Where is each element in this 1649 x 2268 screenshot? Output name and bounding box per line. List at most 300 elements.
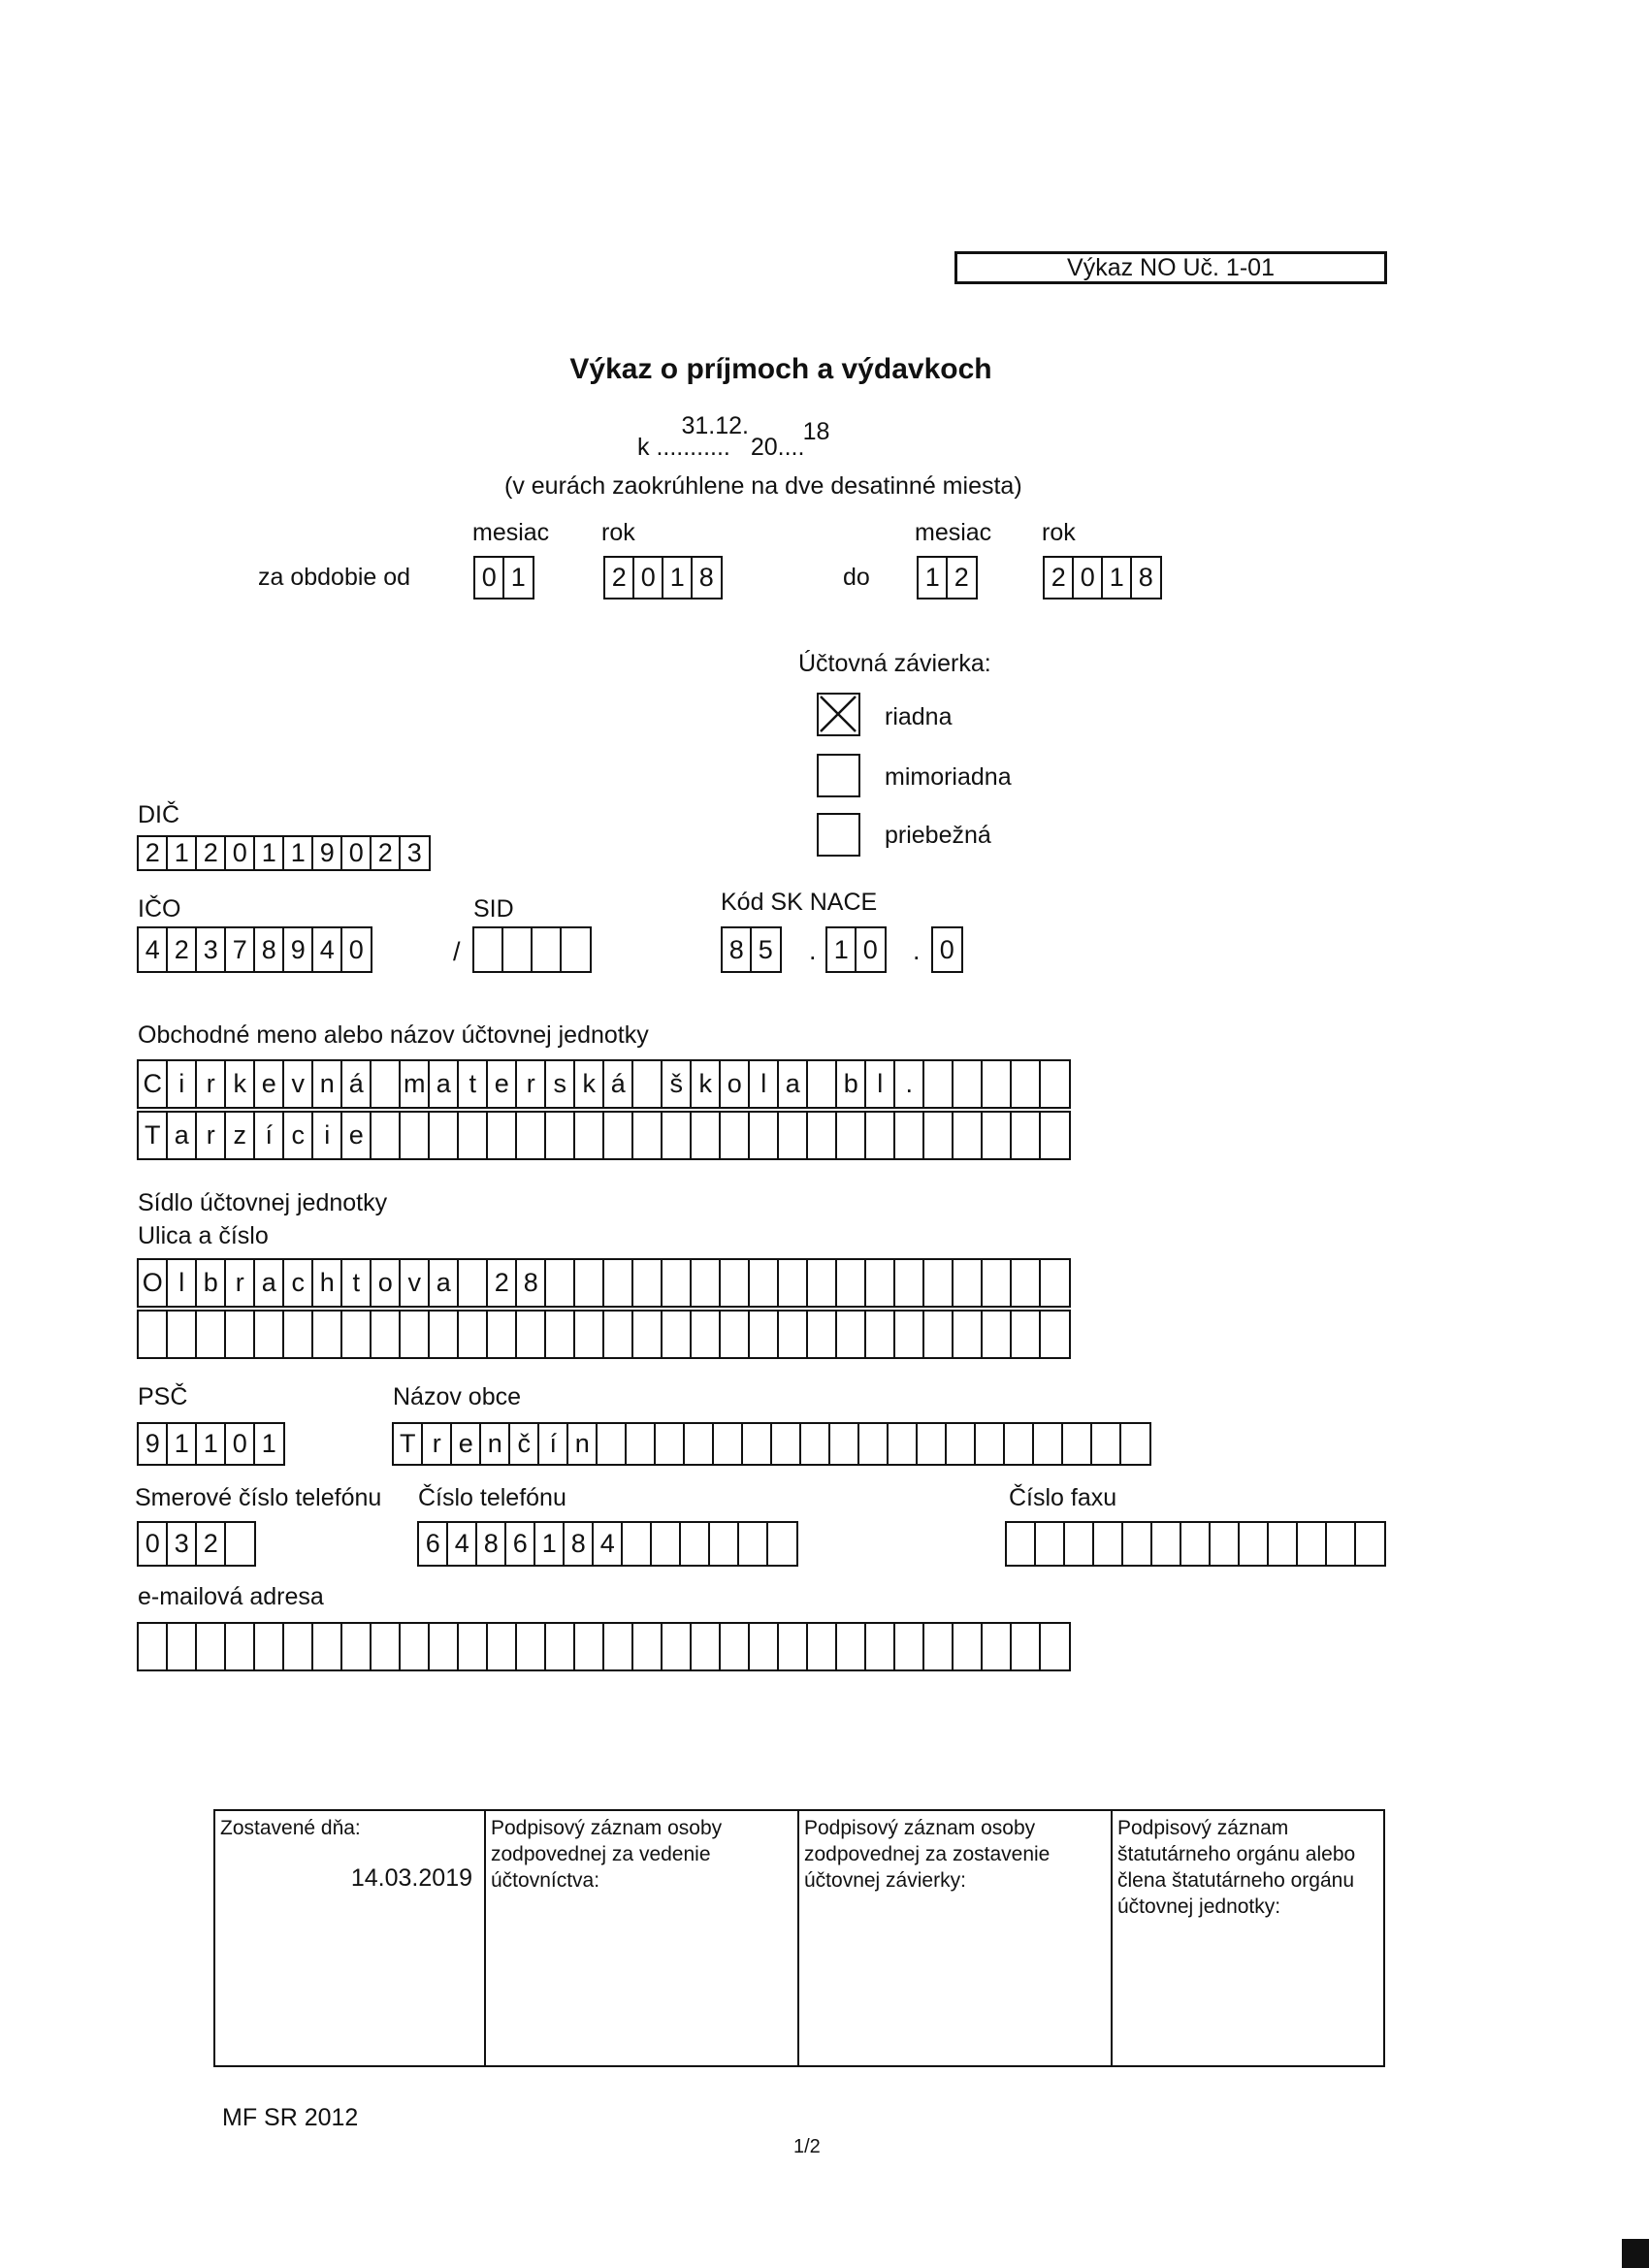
psc-field-box[interactable]: 1 [166,1422,198,1466]
email-field-box[interactable] [719,1622,751,1671]
name-line-2-box[interactable]: z [224,1111,256,1160]
city-field-box[interactable] [1090,1422,1122,1466]
phone-field-box[interactable]: 8 [475,1521,507,1567]
month-label-from: mesiac [472,519,550,546]
phone-label: Číslo telefónu [418,1484,566,1511]
rounding-note: (v eurách zaokrúhlene na dve desatinné miesta) [504,472,1022,500]
ico-field-box[interactable]: 4 [311,926,343,973]
phone-field-box[interactable]: 6 [504,1521,536,1567]
name-line-1-box[interactable]: n [311,1059,343,1109]
checkbox-priebezna[interactable] [817,813,860,857]
ico-field-box[interactable]: 9 [282,926,314,973]
city-field-box[interactable] [1119,1422,1151,1466]
name-line-2-box[interactable] [573,1111,605,1160]
as-of-line [637,412,830,462]
dic-field-box[interactable]: 1 [166,835,198,871]
street-line-2-box[interactable] [1039,1310,1071,1359]
name-line-1-box[interactable]: e [253,1059,285,1109]
checkbox-riadna[interactable] [817,693,860,736]
phone-field-box[interactable] [679,1521,711,1567]
name-line-2-box[interactable] [806,1111,838,1160]
phone-field-box[interactable] [708,1521,740,1567]
email-field-box[interactable] [515,1622,547,1671]
street-line-1-box[interactable] [806,1258,838,1308]
street-line-2-box[interactable] [893,1310,925,1359]
email-field-box[interactable] [311,1622,343,1671]
nace-field-1-box[interactable]: 5 [750,926,782,973]
email-field-box[interactable] [340,1622,372,1671]
compiled-cell [215,1811,486,2065]
ico-field-box[interactable]: 2 [166,926,198,973]
street-line-2-box[interactable] [1010,1310,1042,1359]
email-field-box[interactable] [137,1622,169,1671]
phone-prefix-field-box[interactable] [224,1521,256,1567]
nace-field-3-box[interactable]: 0 [931,926,963,973]
name-line-2-box[interactable] [893,1111,925,1160]
street-line-1-box[interactable] [457,1258,489,1308]
city-field-box[interactable]: e [450,1422,482,1466]
city-label: Názov obce [393,1383,522,1410]
form-code-box [954,251,1387,284]
period-from-year-box[interactable]: 2 [603,556,635,599]
phone-prefix-field-box[interactable]: 2 [195,1521,227,1567]
street-line-1-box[interactable] [690,1258,722,1308]
ico-label: IČO [138,895,181,923]
street-line-2-box[interactable] [544,1310,576,1359]
street-line-1-box[interactable] [1010,1258,1042,1308]
sid-field-box[interactable] [560,926,592,973]
nace-field-2-box[interactable]: 1 [825,926,857,973]
name-line-2-box[interactable] [1039,1111,1071,1160]
street-line-2-box[interactable] [864,1310,896,1359]
name-line-2-box[interactable]: T [137,1111,169,1160]
name-line-2-box[interactable] [719,1111,751,1160]
dic-field-box[interactable]: 2 [370,835,402,871]
nace-field-2-box[interactable]: 0 [855,926,887,973]
street-line-1-box[interactable] [602,1258,634,1308]
street-line-2-box[interactable] [282,1310,314,1359]
city-field-box[interactable] [1032,1422,1064,1466]
name-line-1-box[interactable] [1010,1059,1042,1109]
ico-field-box[interactable]: 0 [340,926,372,973]
name-line-1-box[interactable] [981,1059,1013,1109]
period-from-label: za obdobie od [258,564,411,591]
page-title: Výkaz o príjmoch a výdavkoch [569,353,992,385]
name-line-2-box[interactable] [690,1111,722,1160]
name-line-2-box[interactable]: a [166,1111,198,1160]
street-line-2-box[interactable] [748,1310,780,1359]
name-line-1-box[interactable]: a [777,1059,809,1109]
name-line-2-box[interactable] [748,1111,780,1160]
ico-field-box[interactable]: 4 [137,926,169,973]
name-line-2-box[interactable] [515,1111,547,1160]
period-to-year-box[interactable]: 8 [1130,556,1162,599]
street-line-1-box[interactable]: t [340,1258,372,1308]
fax-field-box[interactable] [1209,1521,1241,1567]
email-field-box[interactable] [370,1622,402,1671]
name-line-2-box[interactable] [661,1111,693,1160]
street-line-2-box[interactable] [573,1310,605,1359]
closing-label: Účtovná závierka: [798,650,991,677]
name-line-2-box[interactable] [370,1111,402,1160]
city-field-box[interactable] [799,1422,831,1466]
name-line-2-box[interactable] [952,1111,984,1160]
street-line-1-box[interactable] [631,1258,663,1308]
as-of-year-prefix: 20.... [750,434,805,461]
fax-field-box[interactable] [1325,1521,1357,1567]
name-line-1-box[interactable]: l [748,1059,780,1109]
street-line-1-box[interactable] [922,1258,954,1308]
street-line-1-box[interactable]: c [282,1258,314,1308]
dic-field-box[interactable]: 1 [282,835,314,871]
street-line-1-box[interactable] [777,1258,809,1308]
email-field-box[interactable] [748,1622,780,1671]
phone-field-box[interactable]: 1 [534,1521,566,1567]
nace-dot-1: . [809,936,817,965]
name-line-2-box[interactable] [428,1111,460,1160]
street-line-2-box[interactable] [224,1310,256,1359]
name-line-2-box[interactable] [777,1111,809,1160]
nace-field-1-box[interactable]: 8 [721,926,753,973]
street-line-2-box[interactable] [835,1310,867,1359]
name-line-1-box[interactable] [952,1059,984,1109]
city-field-box[interactable] [654,1422,686,1466]
city-field-box[interactable] [596,1422,628,1466]
street-line-2-box[interactable] [952,1310,984,1359]
name-line-1-box[interactable]: s [544,1059,576,1109]
name-line-2-box[interactable] [602,1111,634,1160]
psc-field-box[interactable]: 1 [253,1422,285,1466]
period-to-month-box[interactable]: 1 [917,556,949,599]
name-line-1-box[interactable] [806,1059,838,1109]
signature-table [213,1809,1385,2067]
city-field-box[interactable]: č [508,1422,540,1466]
street-line-2-box[interactable] [602,1310,634,1359]
signature-closing-label: Podpisový záznam osoby zodpovednej za zostavenie účtovnej závierky: [804,1817,1051,1892]
name-line-1-box[interactable]: k [690,1059,722,1109]
street-line-1-box[interactable] [573,1258,605,1308]
nace-field-2 [825,926,884,973]
name-line-1-box[interactable]: á [602,1059,634,1109]
name-line-2-box[interactable]: r [195,1111,227,1160]
email-field-box[interactable] [1010,1622,1042,1671]
email-field-box[interactable] [777,1622,809,1671]
sid-field-box[interactable] [501,926,534,973]
email-field-box[interactable] [399,1622,431,1671]
street-line-1-box[interactable] [952,1258,984,1308]
dic-field-box[interactable]: 1 [253,835,285,871]
name-line-1-box[interactable]: r [195,1059,227,1109]
street-line-1-box[interactable]: a [428,1258,460,1308]
street-line-1-box[interactable]: r [224,1258,256,1308]
dic-label: DIČ [138,801,180,828]
street-line-2-box[interactable] [719,1310,751,1359]
psc-field-box[interactable]: 9 [137,1422,169,1466]
email-field-box[interactable] [806,1622,838,1671]
period-to-year-box[interactable]: 0 [1072,556,1104,599]
street-line-2-box[interactable] [311,1310,343,1359]
street-line-1-box[interactable]: o [370,1258,402,1308]
fax-field-box[interactable] [1180,1521,1212,1567]
name-line-1-box[interactable]: a [428,1059,460,1109]
street-line-2-box[interactable] [195,1310,227,1359]
email-field-box[interactable] [661,1622,693,1671]
city-field-box[interactable] [712,1422,744,1466]
ico-slash: / [453,937,461,966]
city-field-box[interactable] [887,1422,919,1466]
email-field-box[interactable] [952,1622,984,1671]
month-label-to: mesiac [915,519,992,546]
phone-prefix-field-box[interactable]: 3 [166,1521,198,1567]
phone-field-box[interactable]: 8 [563,1521,595,1567]
signature-statutory [1113,1811,1383,2065]
city-field-box[interactable] [857,1422,889,1466]
city-field-box[interactable] [741,1422,773,1466]
street-line-1-box[interactable]: v [399,1258,431,1308]
fax-field-box[interactable] [1005,1521,1037,1567]
city-field-box[interactable]: í [537,1422,569,1466]
email-field-box[interactable] [428,1622,460,1671]
name-line-1-box[interactable]: r [515,1059,547,1109]
period-from-month [473,556,532,599]
email-field-box[interactable] [224,1622,256,1671]
email-field-box[interactable] [631,1622,663,1671]
city-field-box[interactable] [625,1422,657,1466]
period-from-year [603,556,720,599]
name-line-1-box[interactable]: l [864,1059,896,1109]
city-field-box[interactable] [683,1422,715,1466]
name-line-2-box[interactable]: e [340,1111,372,1160]
signature-statutory-label: Podpisový záznam štatutárneho orgánu alebo člena štatutárneho orgánu účtovnej jednotky: [1117,1817,1356,1918]
fax-field-box[interactable] [1150,1521,1182,1567]
street-line-1-box[interactable]: h [311,1258,343,1308]
name-line-2-box[interactable] [922,1111,954,1160]
phone-field [417,1521,795,1567]
name-line-1-box[interactable]: v [282,1059,314,1109]
street-line-1-box[interactable] [981,1258,1013,1308]
name-line-1-box[interactable]: š [661,1059,693,1109]
name-line-1-box[interactable] [1039,1059,1071,1109]
checkbox-riadna-label: riadna [885,703,953,730]
period-from-year-box[interactable]: 8 [691,556,723,599]
street-line-1-box[interactable] [748,1258,780,1308]
phone-field-box[interactable]: 6 [417,1521,449,1567]
city-field-box[interactable] [770,1422,802,1466]
period-from-year-box[interactable]: 1 [662,556,694,599]
email-field-box[interactable] [835,1622,867,1671]
city-field-box[interactable] [1003,1422,1035,1466]
fax-field-box[interactable] [1034,1521,1066,1567]
phone-field-box[interactable] [766,1521,798,1567]
psc-field-box[interactable]: 1 [195,1422,227,1466]
dic-field-box[interactable]: 0 [224,835,256,871]
period-to-year-box[interactable]: 2 [1043,556,1075,599]
street-line-1-box[interactable]: a [253,1258,285,1308]
name-line-1-box[interactable] [922,1059,954,1109]
name-line-2-box[interactable] [864,1111,896,1160]
name-line-2-box[interactable] [835,1111,867,1160]
nace-dot-2: . [913,936,921,965]
name-line-1-box[interactable]: i [166,1059,198,1109]
street-line-1-box[interactable] [661,1258,693,1308]
fax-field-box[interactable] [1092,1521,1124,1567]
psc-field-box[interactable]: 0 [224,1422,256,1466]
city-field-box[interactable]: T [392,1422,424,1466]
name-line-1-box[interactable]: k [224,1059,256,1109]
street-line-2-box[interactable] [515,1310,547,1359]
fax-field-box[interactable] [1238,1521,1270,1567]
street-line-2-box[interactable] [690,1310,722,1359]
name-line-2-box[interactable] [457,1111,489,1160]
name-line-1-box[interactable] [370,1059,402,1109]
name-line-1-box[interactable]: m [399,1059,431,1109]
fax-field-box[interactable] [1063,1521,1095,1567]
city-field-box[interactable]: r [421,1422,453,1466]
email-field-box[interactable] [1039,1622,1071,1671]
phone-field-box[interactable]: 4 [592,1521,624,1567]
fax-field-box[interactable] [1296,1521,1328,1567]
phone-field-box[interactable] [737,1521,769,1567]
email-field-box[interactable] [864,1622,896,1671]
street-line-2-box[interactable] [166,1310,198,1359]
street-line-1-box[interactable]: 8 [515,1258,547,1308]
fax-field-box[interactable] [1354,1521,1386,1567]
name-line-2-box[interactable] [486,1111,518,1160]
street-line-2-box[interactable] [370,1310,402,1359]
email-field-box[interactable] [195,1622,227,1671]
email-field-box[interactable] [981,1622,1013,1671]
name-line-2-box[interactable]: c [282,1111,314,1160]
street-line-1-box[interactable]: 2 [486,1258,518,1308]
phone-field-box[interactable] [650,1521,682,1567]
street-line-1-box[interactable]: b [195,1258,227,1308]
street-line-2-box[interactable] [806,1310,838,1359]
name-line-2-box[interactable]: i [311,1111,343,1160]
period-from-year-box[interactable]: 0 [632,556,664,599]
street-line-2-box[interactable] [137,1310,169,1359]
dic-field-box[interactable]: 2 [195,835,227,871]
name-line-2-box[interactable] [631,1111,663,1160]
email-field-box[interactable] [486,1622,518,1671]
phone-prefix-field-box[interactable]: 0 [137,1521,169,1567]
email-label: e-mailová adresa [138,1583,324,1610]
street-line-2-box[interactable] [981,1310,1013,1359]
email-field-box[interactable] [166,1622,198,1671]
email-field-box[interactable] [457,1622,489,1671]
street-line-2-box[interactable] [340,1310,372,1359]
name-line-2-box[interactable] [544,1111,576,1160]
street-line-2-box[interactable] [457,1310,489,1359]
nace-field-1 [721,926,779,973]
street-line-2-box[interactable] [661,1310,693,1359]
street-line-1-box[interactable] [835,1258,867,1308]
street-line-2-box[interactable] [486,1310,518,1359]
street-line-1-box[interactable]: O [137,1258,169,1308]
street-line-2 [137,1310,1068,1359]
name-line-1-box[interactable]: o [719,1059,751,1109]
phone-prefix-label: Smerové číslo telefónu [135,1484,382,1511]
ico-field-box[interactable]: 7 [224,926,256,973]
period-from-month-box[interactable]: 1 [502,556,534,599]
sid-field-box[interactable] [472,926,504,973]
street-line-2-box[interactable] [428,1310,460,1359]
street-line-1-box[interactable] [544,1258,576,1308]
street-line-1-box[interactable] [719,1258,751,1308]
city-field-box[interactable] [974,1422,1006,1466]
street-line-1-box[interactable] [864,1258,896,1308]
phone-field-box[interactable]: 4 [446,1521,478,1567]
email-field-box[interactable] [602,1622,634,1671]
fax-field-box[interactable] [1267,1521,1299,1567]
email-field-box[interactable] [922,1622,954,1671]
name-line-1-box[interactable]: á [340,1059,372,1109]
street-line-2-box[interactable] [253,1310,285,1359]
city-field-box[interactable]: n [479,1422,511,1466]
email-field-box[interactable] [253,1622,285,1671]
nace-label: Kód SK NACE [721,889,878,916]
period-from-month-box[interactable]: 0 [473,556,505,599]
period-to-year-box[interactable]: 1 [1101,556,1133,599]
ico-field-box[interactable]: 3 [195,926,227,973]
compiled-date: 14.03.2019 [350,1864,472,1892]
city-field-box[interactable] [1061,1422,1093,1466]
name-line-2-box[interactable]: í [253,1111,285,1160]
email-field-box[interactable] [282,1622,314,1671]
name-line-2-box[interactable] [981,1111,1013,1160]
sid-field-box[interactable] [531,926,563,973]
fax-field-box[interactable] [1121,1521,1153,1567]
city-field-box[interactable]: n [566,1422,598,1466]
street-line-1-box[interactable] [893,1258,925,1308]
name-line-1-box[interactable]: t [457,1059,489,1109]
city-field [392,1422,1148,1466]
street-line-2-box[interactable] [631,1310,663,1359]
street-line-2-box[interactable] [777,1310,809,1359]
name-line-1-box[interactable]: C [137,1059,169,1109]
checkbox-mimoriadna[interactable] [817,754,860,797]
name-line-1-box[interactable]: . [893,1059,925,1109]
fax-label: Číslo faxu [1009,1484,1117,1511]
email-field-box[interactable] [690,1622,722,1671]
name-line-1-box[interactable] [631,1059,663,1109]
street-line-1-box[interactable]: l [166,1258,198,1308]
street-line-1-box[interactable] [1039,1258,1071,1308]
dic-field-box[interactable]: 2 [137,835,169,871]
ico-field-box[interactable]: 8 [253,926,285,973]
name-line-2-box[interactable] [399,1111,431,1160]
dic-field-box[interactable]: 0 [340,835,372,871]
city-field-box[interactable] [945,1422,977,1466]
phone-field-box[interactable] [621,1521,653,1567]
name-line-1-box[interactable]: e [486,1059,518,1109]
name-line-1 [137,1059,1068,1109]
street-line-2-box[interactable] [399,1310,431,1359]
email-field-box[interactable] [544,1622,576,1671]
email-field-box[interactable] [573,1622,605,1671]
period-to-month [917,556,975,599]
dic-field-box[interactable]: 9 [311,835,343,871]
name-line-1-box[interactable]: k [573,1059,605,1109]
city-field-box[interactable] [828,1422,860,1466]
city-field-box[interactable] [916,1422,948,1466]
dic-field-box[interactable]: 3 [399,835,431,871]
street-line-2-box[interactable] [922,1310,954,1359]
period-to-month-box[interactable]: 2 [946,556,978,599]
name-line-2-box[interactable] [1010,1111,1042,1160]
email-field-box[interactable] [893,1622,925,1671]
psc-field [137,1422,282,1466]
name-line-1-box[interactable]: b [835,1059,867,1109]
